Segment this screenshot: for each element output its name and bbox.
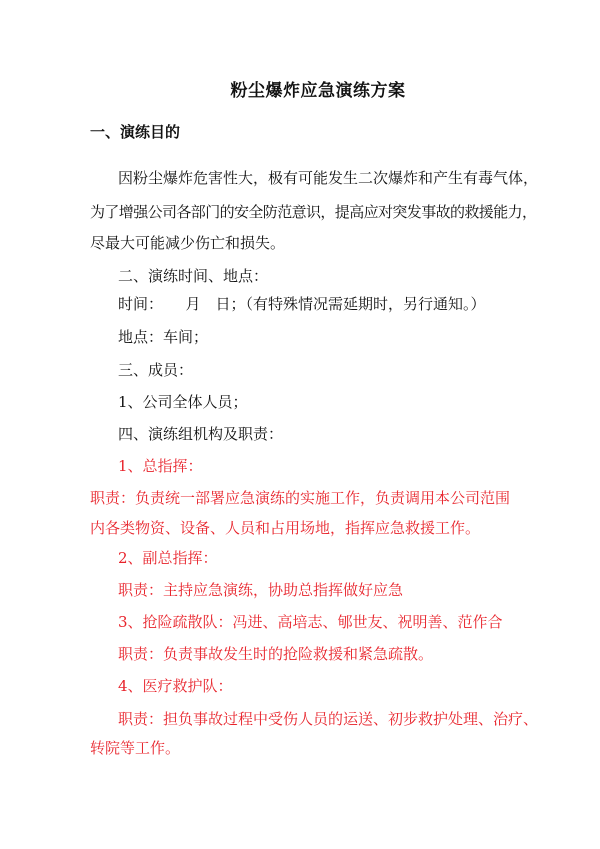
medical-heading: 4、医疗救护队： — [118, 677, 233, 695]
document-title: 粉尘爆炸应急演练方案 — [230, 81, 406, 101]
place-line: 地点：车间； — [118, 328, 209, 346]
commander-duty-line-2: 内各类物资、设备、人员和占用场地，指挥应急救援工作。 — [90, 519, 481, 537]
members-line: 1、公司全体人员； — [118, 393, 248, 411]
purpose-line-2: 为了增强公司各部门的安全防范意识，提高应对突发事故的救援能力， — [90, 203, 537, 221]
purpose-line-3: 尽最大可能减少伤亡和损失。 — [90, 234, 286, 252]
deputy-duty: 职责：主持应急演练，协助总指挥做好应急 — [118, 581, 404, 599]
medical-duty-line-1: 职责：担负事故过程中受伤人员的运送、初步救护处理、治疗、 — [118, 710, 539, 728]
section-heading-time-place: 二、演练时间、地点： — [118, 267, 269, 285]
purpose-line-1: 因粉尘爆炸危害性大，极有可能发生二次爆炸和产生有毒气体， — [118, 169, 539, 187]
section-heading-organization: 四、演练组机构及职责： — [118, 425, 284, 443]
medical-duty-line-2: 转院等工作。 — [90, 739, 181, 757]
section-heading-members: 三、成员： — [118, 361, 194, 379]
rescue-team-line: 3、抢险疏散队：冯进、高培志、郇世友、祝明善、范作合 — [118, 613, 503, 631]
deputy-heading: 2、副总指挥： — [118, 549, 218, 567]
commander-duty-line-1: 职责：负责统一部署应急演练的实施工作，负责调用本公司范围 — [90, 489, 511, 507]
commander-heading: 1、总指挥： — [118, 457, 203, 475]
section-heading-purpose: 一、演练目的 — [90, 123, 181, 141]
rescue-duty: 职责：负责事故发生时的抢险救援和紧急疏散。 — [118, 645, 434, 663]
time-line: 时间： 月 日；（有特殊情况需延期时，另行通知。） — [118, 295, 486, 313]
